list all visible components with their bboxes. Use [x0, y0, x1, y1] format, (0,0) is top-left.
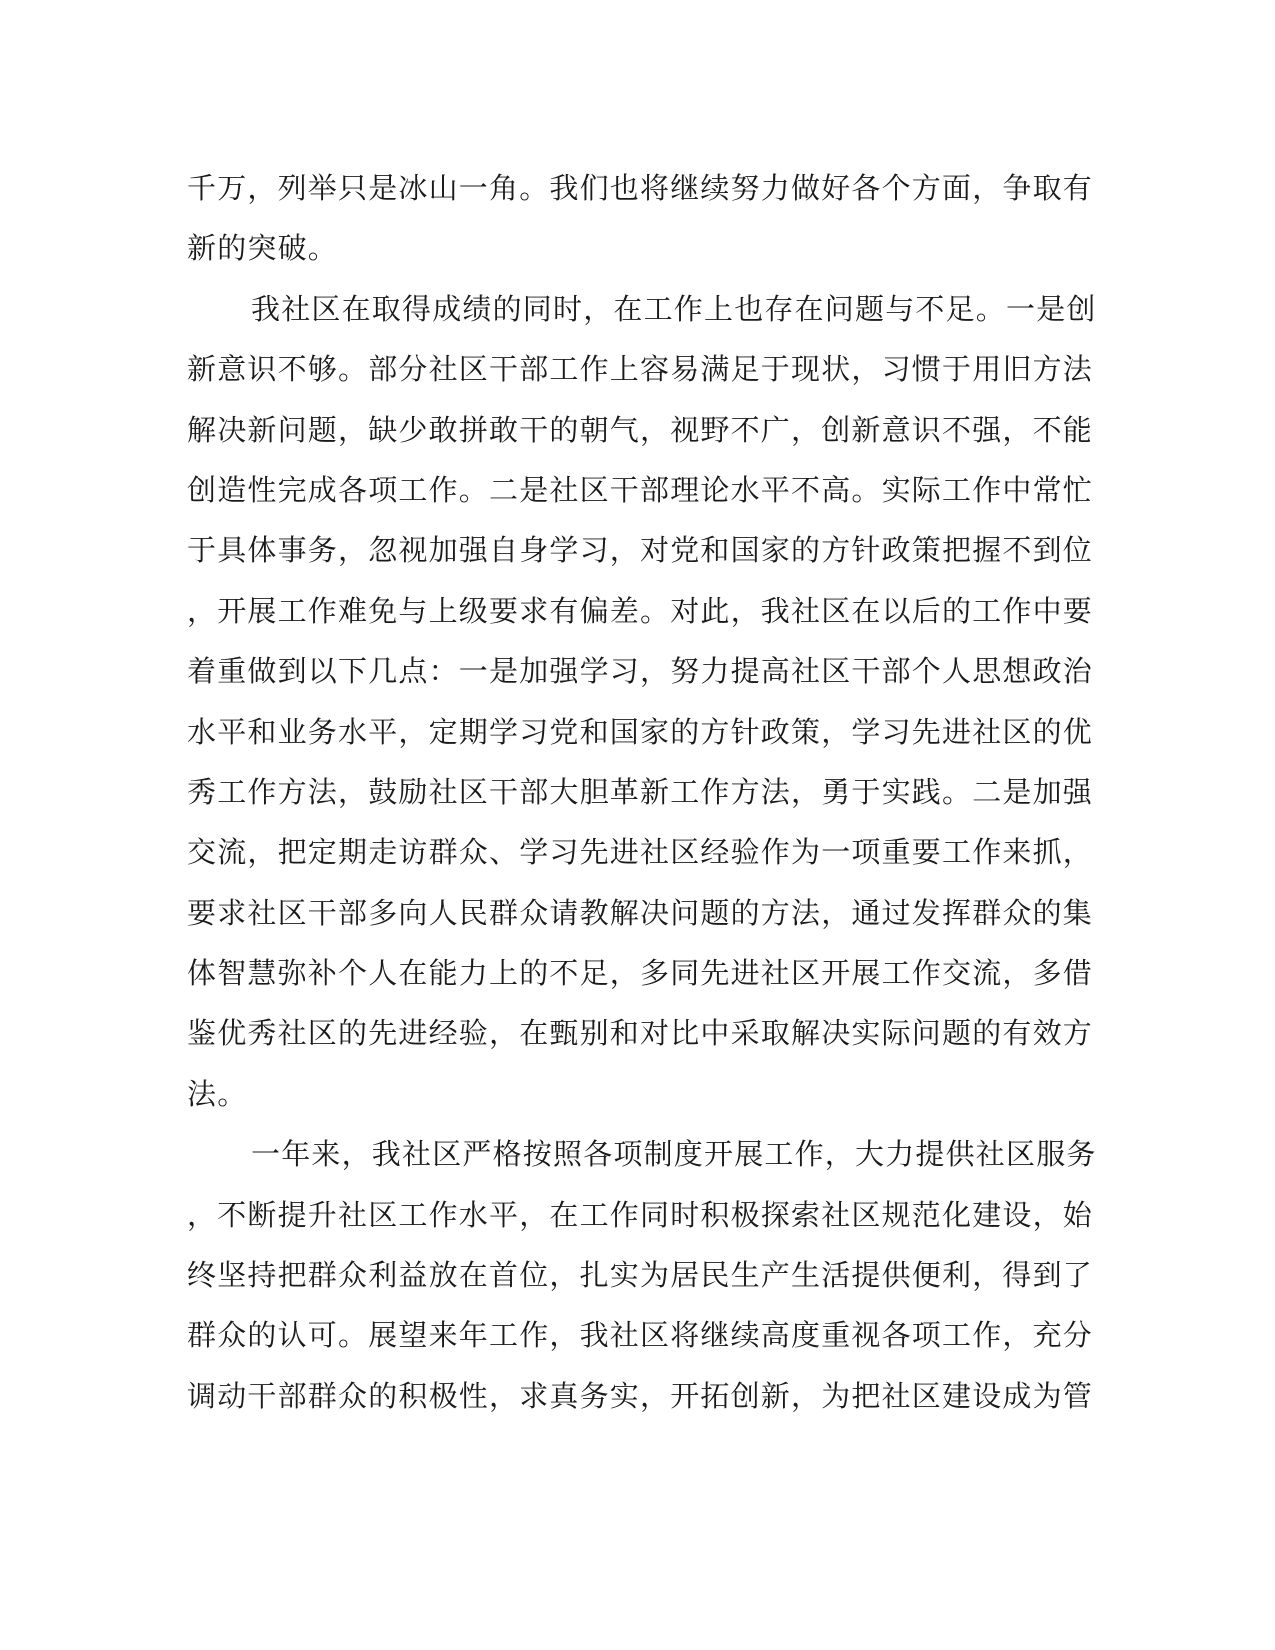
paragraph-2 — [187, 279, 1097, 1124]
text-line: ，不断提升社区工作水平，在工作同时积极探索社区规范化建设，始 — [187, 1197, 1094, 1232]
document-body — [187, 158, 1097, 1426]
text-line: 千万，列举只是冰山一角。我们也将继续努力做好各个方面，争取有 — [187, 171, 1094, 205]
text-line: 群众的认可。展望来年工作，我社区将继续高度重视各项工作，充分 — [187, 1318, 1094, 1353]
text-line: 解决新问题，缺少敢拼敢干的朝气，视野不广，创新意识不强，不能 — [187, 412, 1094, 447]
paragraph-1 — [187, 158, 1094, 279]
text-line: 我社区在取得成绩的同时，在工作上也存在问题与不足。一是创 — [251, 291, 1097, 326]
text-line: 终坚持把群众利益放在首位，扎实为居民生产生活提供便利，得到了 — [187, 1258, 1094, 1293]
text-line: 着重做到以下几点：一是加强学习，努力提高社区干部个人思想政治 — [187, 654, 1094, 689]
paragraph-3 — [187, 1124, 1097, 1426]
text-line: 于具体事务，忽视加强自身学习，对党和国家的方针政策把握不到位 — [187, 533, 1094, 568]
text-line: 新的突破。 — [187, 231, 339, 266]
text-line: 鉴优秀社区的先进经验，在甄别和对比中采取解决实际问题的有效方 — [187, 1016, 1094, 1051]
text-line: 秀工作方法，鼓励社区干部大胆革新工作方法，勇于实践。二是加强 — [187, 774, 1094, 809]
text-line: 水平和业务水平，定期学习党和国家的方针政策，学习先进社区的优 — [187, 714, 1094, 749]
text-line: 调动干部群众的积极性，求真务实，开拓创新，为把社区建设成为管 — [187, 1378, 1094, 1413]
text-line: 创造性完成各项工作。二是社区干部理论水平不高。实际工作中常忙 — [187, 472, 1094, 507]
text-line: 体智慧弥补个人在能力上的不足，多同先进社区开展工作交流，多借 — [187, 956, 1094, 991]
text-line: 法。 — [187, 1076, 248, 1111]
text-line: ，开展工作难免与上级要求有偏差。对此，我社区在以后的工作中要 — [187, 593, 1094, 628]
text-line: 一年来，我社区严格按照各项制度开展工作，大力提供社区服务 — [251, 1137, 1097, 1172]
text-line: 新意识不够。部分社区干部工作上容易满足于现状，习惯于用旧方法 — [187, 352, 1094, 387]
text-line: 交流，把定期走访群众、学习先进社区经验作为一项重要工作来抓， — [187, 835, 1094, 870]
text-line: 要求社区干部多向人民群众请教解决问题的方法，通过发挥群众的集 — [187, 895, 1094, 930]
